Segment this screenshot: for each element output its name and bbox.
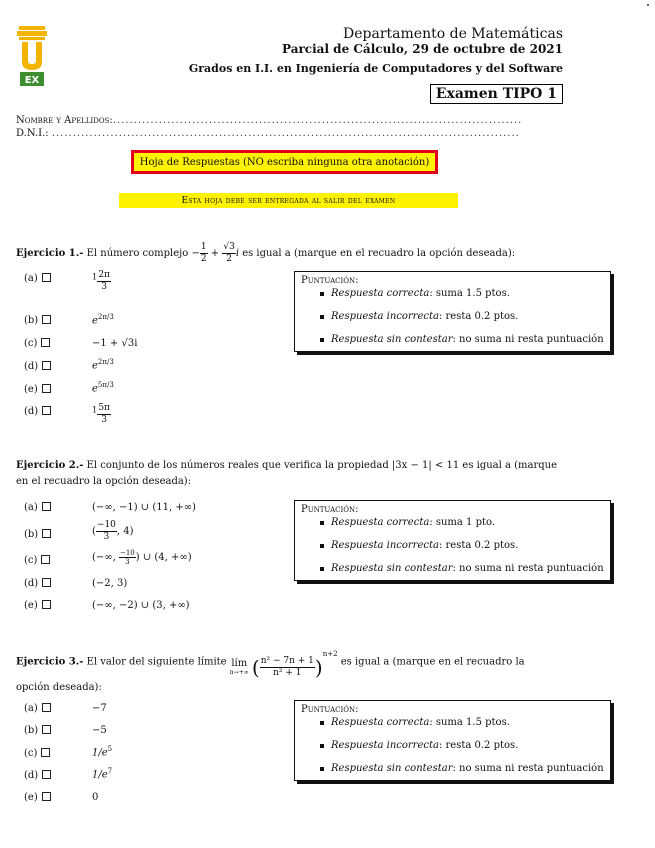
ex2-option-e[interactable]: (e)	[24, 600, 51, 611]
exercise-2-statement	[16, 458, 571, 490]
ex2-option-a[interactable]: (a)	[24, 502, 51, 513]
checkbox[interactable]	[41, 748, 50, 757]
checkbox[interactable]	[42, 529, 51, 538]
exercise-3-statement	[16, 645, 576, 697]
scoring-correct: Respuesta correcta: suma 1.5 ptos.	[331, 288, 604, 300]
exercise-2-label: Ejercicio 2.-	[16, 460, 84, 471]
ex1-option-a[interactable]: (a)	[24, 273, 51, 284]
exercise-1-statement	[16, 242, 576, 265]
ex1-option-d2[interactable]: (d)	[24, 406, 51, 417]
exercise-1-label: Ejercicio 1.-	[16, 248, 84, 259]
answer-sheet-text: Hoja de Respuestas (NO escriba ninguna otra anotación)	[139, 156, 430, 168]
ex2-option-e-value: (−∞, −2) ∪ (3, +∞)	[92, 600, 190, 611]
ex1-option-b[interactable]: (b)	[24, 315, 51, 326]
checkbox[interactable]	[42, 770, 51, 779]
scoring-incorrect: Respuesta incorrecta: resta 0.2 ptos.	[331, 311, 604, 323]
dni-label: D.N.I.:	[16, 128, 49, 139]
dni-field[interactable]	[16, 128, 563, 139]
uex-logo	[16, 26, 48, 88]
hand-in-notice	[119, 193, 458, 208]
ex1-option-c[interactable]: (c)	[24, 338, 50, 349]
scoring-blank: Respuesta sin contestar: no suma ni resta puntuación	[331, 334, 604, 345]
scoring-blank: Respuesta sin contestar: no suma ni resta puntuación	[331, 563, 604, 574]
answer-sheet-notice	[131, 150, 438, 174]
ex3-option-c[interactable]: (c)	[24, 748, 50, 759]
exam-title: Parcial de Cálculo, 29 de octubre de 2021	[282, 42, 563, 56]
ex1-option-d2-value: $^1$ $\frac{5\pi}{3}$	[92, 403, 110, 425]
checkbox[interactable]	[42, 725, 51, 734]
name-field[interactable]	[16, 115, 563, 126]
ex3-option-b-value: −5	[92, 725, 107, 736]
exercise-1-expr: − $\frac{1}{2}$ + $\frac{√3}{2}$ i	[191, 242, 240, 264]
department-title: Departamento de Matemáticas	[343, 26, 563, 42]
ex1-option-a-value: $^1$ $\frac{2\pi}{3}$	[92, 270, 110, 292]
ex1-option-b-value: $e^{2\pi/3}$	[92, 313, 114, 327]
checkbox[interactable]	[41, 555, 50, 564]
ex3-option-a[interactable]: (a)	[24, 703, 51, 714]
ex3-option-d-value: $1/e^7$	[92, 767, 113, 781]
ex2-option-d-value: (−2, 3)	[92, 578, 128, 589]
scoring-title: Puntuación:	[301, 275, 359, 286]
ex1-option-d[interactable]: (d)	[24, 361, 51, 372]
exercise-3-text-post: es igual a (marque en el recuadro la	[340, 656, 525, 668]
svg-text:EX: EX	[24, 75, 40, 86]
scoring-incorrect: Respuesta incorrecta: resta 0.2 ptos.	[331, 540, 604, 552]
scoring-incorrect: Respuesta incorrecta: resta 0.2 ptos.	[331, 740, 604, 752]
exercise-1-scoring-box	[294, 271, 611, 352]
ex2-option-b-value: ( $\frac{-10}{3}$ , 4)	[92, 520, 134, 542]
exercise-3-limit: lím n→+∞ ( $\frac{\text{n² − 7n + 1}}{\text{n² + 1}}$ )$^{n+2}$	[229, 650, 338, 680]
degrees-title: Grados en I.I. en Ingeniería de Computadores y del Software	[188, 62, 563, 75]
scoring-title: Puntuación:	[301, 704, 359, 715]
ex2-option-d[interactable]: (d)	[24, 578, 51, 589]
scoring-title: Puntuación:	[301, 504, 359, 515]
exam-type-box: Examen TIPO 1	[430, 84, 563, 104]
checkbox[interactable]	[42, 600, 51, 609]
dni-dots: ................................................................................................................	[51, 128, 520, 139]
exercise-1-text-post: es igual a (marque en el recuadro la opción deseada):	[242, 248, 516, 259]
name-label: Nombre y Apellidos:	[16, 115, 113, 126]
ex2-option-c-value: (−∞, $\frac{-10}{3}$ ) ∪ (4, +∞)	[92, 549, 192, 566]
checkbox[interactable]	[41, 338, 50, 347]
ex3-option-e-value: 0	[92, 792, 99, 803]
ex3-option-a-value: −7	[92, 703, 107, 714]
checkbox[interactable]	[42, 273, 51, 282]
hand-in-text: Esta hoja debe ser entregada al salir del examen	[181, 195, 396, 206]
corner-mark	[647, 4, 649, 6]
exercise-3-text-cont: opción deseada):	[16, 682, 102, 693]
checkbox[interactable]	[42, 361, 51, 370]
scoring-blank: Respuesta sin contestar: no suma ni resta puntuación	[331, 763, 604, 774]
ex3-option-d[interactable]: (d)	[24, 770, 51, 781]
checkbox[interactable]	[42, 502, 51, 511]
exercise-3-label: Ejercicio 3.-	[16, 656, 84, 668]
exercise-3-scoring-box	[294, 700, 611, 781]
checkbox[interactable]	[42, 792, 51, 801]
exercise-3-text-pre: El valor del siguiente límite	[86, 656, 227, 668]
ex1-option-e-value: $e^{5\pi/3}$	[92, 381, 114, 395]
ex3-option-b[interactable]: (b)	[24, 725, 51, 736]
ex2-option-a-value: (−∞, −1) ∪ (11, +∞)	[92, 502, 196, 513]
checkbox[interactable]	[42, 578, 51, 587]
exercise-1-text-pre: El número complejo	[86, 248, 189, 259]
exercise-2-scoring-box	[294, 500, 611, 581]
checkbox[interactable]	[42, 406, 51, 415]
checkbox[interactable]	[42, 703, 51, 712]
name-dots: ..................................................................................................	[112, 115, 523, 126]
ex2-option-c[interactable]: (c)	[24, 555, 50, 566]
ex1-option-d-value: $e^{2\pi/3}$	[92, 358, 114, 372]
scoring-correct: Respuesta correcta: suma 1.5 ptos.	[331, 717, 604, 729]
ex2-option-b[interactable]: (b)	[24, 529, 51, 540]
ex3-option-e[interactable]: (e)	[24, 792, 51, 803]
scoring-correct: Respuesta correcta: suma 1 pto.	[331, 517, 604, 529]
checkbox[interactable]	[42, 384, 51, 393]
ex3-option-c-value: $1/e^5$	[92, 745, 113, 759]
checkbox[interactable]	[42, 315, 51, 324]
ex1-option-e[interactable]: (e)	[24, 384, 51, 395]
exercise-2-text: El conjunto de los números reales que verifica la propiedad |3x − 1| < 11 es igual a (marque en el recuadro la opción deseada):	[16, 460, 558, 487]
ex1-option-c-value: −1 + √3i	[92, 338, 138, 349]
